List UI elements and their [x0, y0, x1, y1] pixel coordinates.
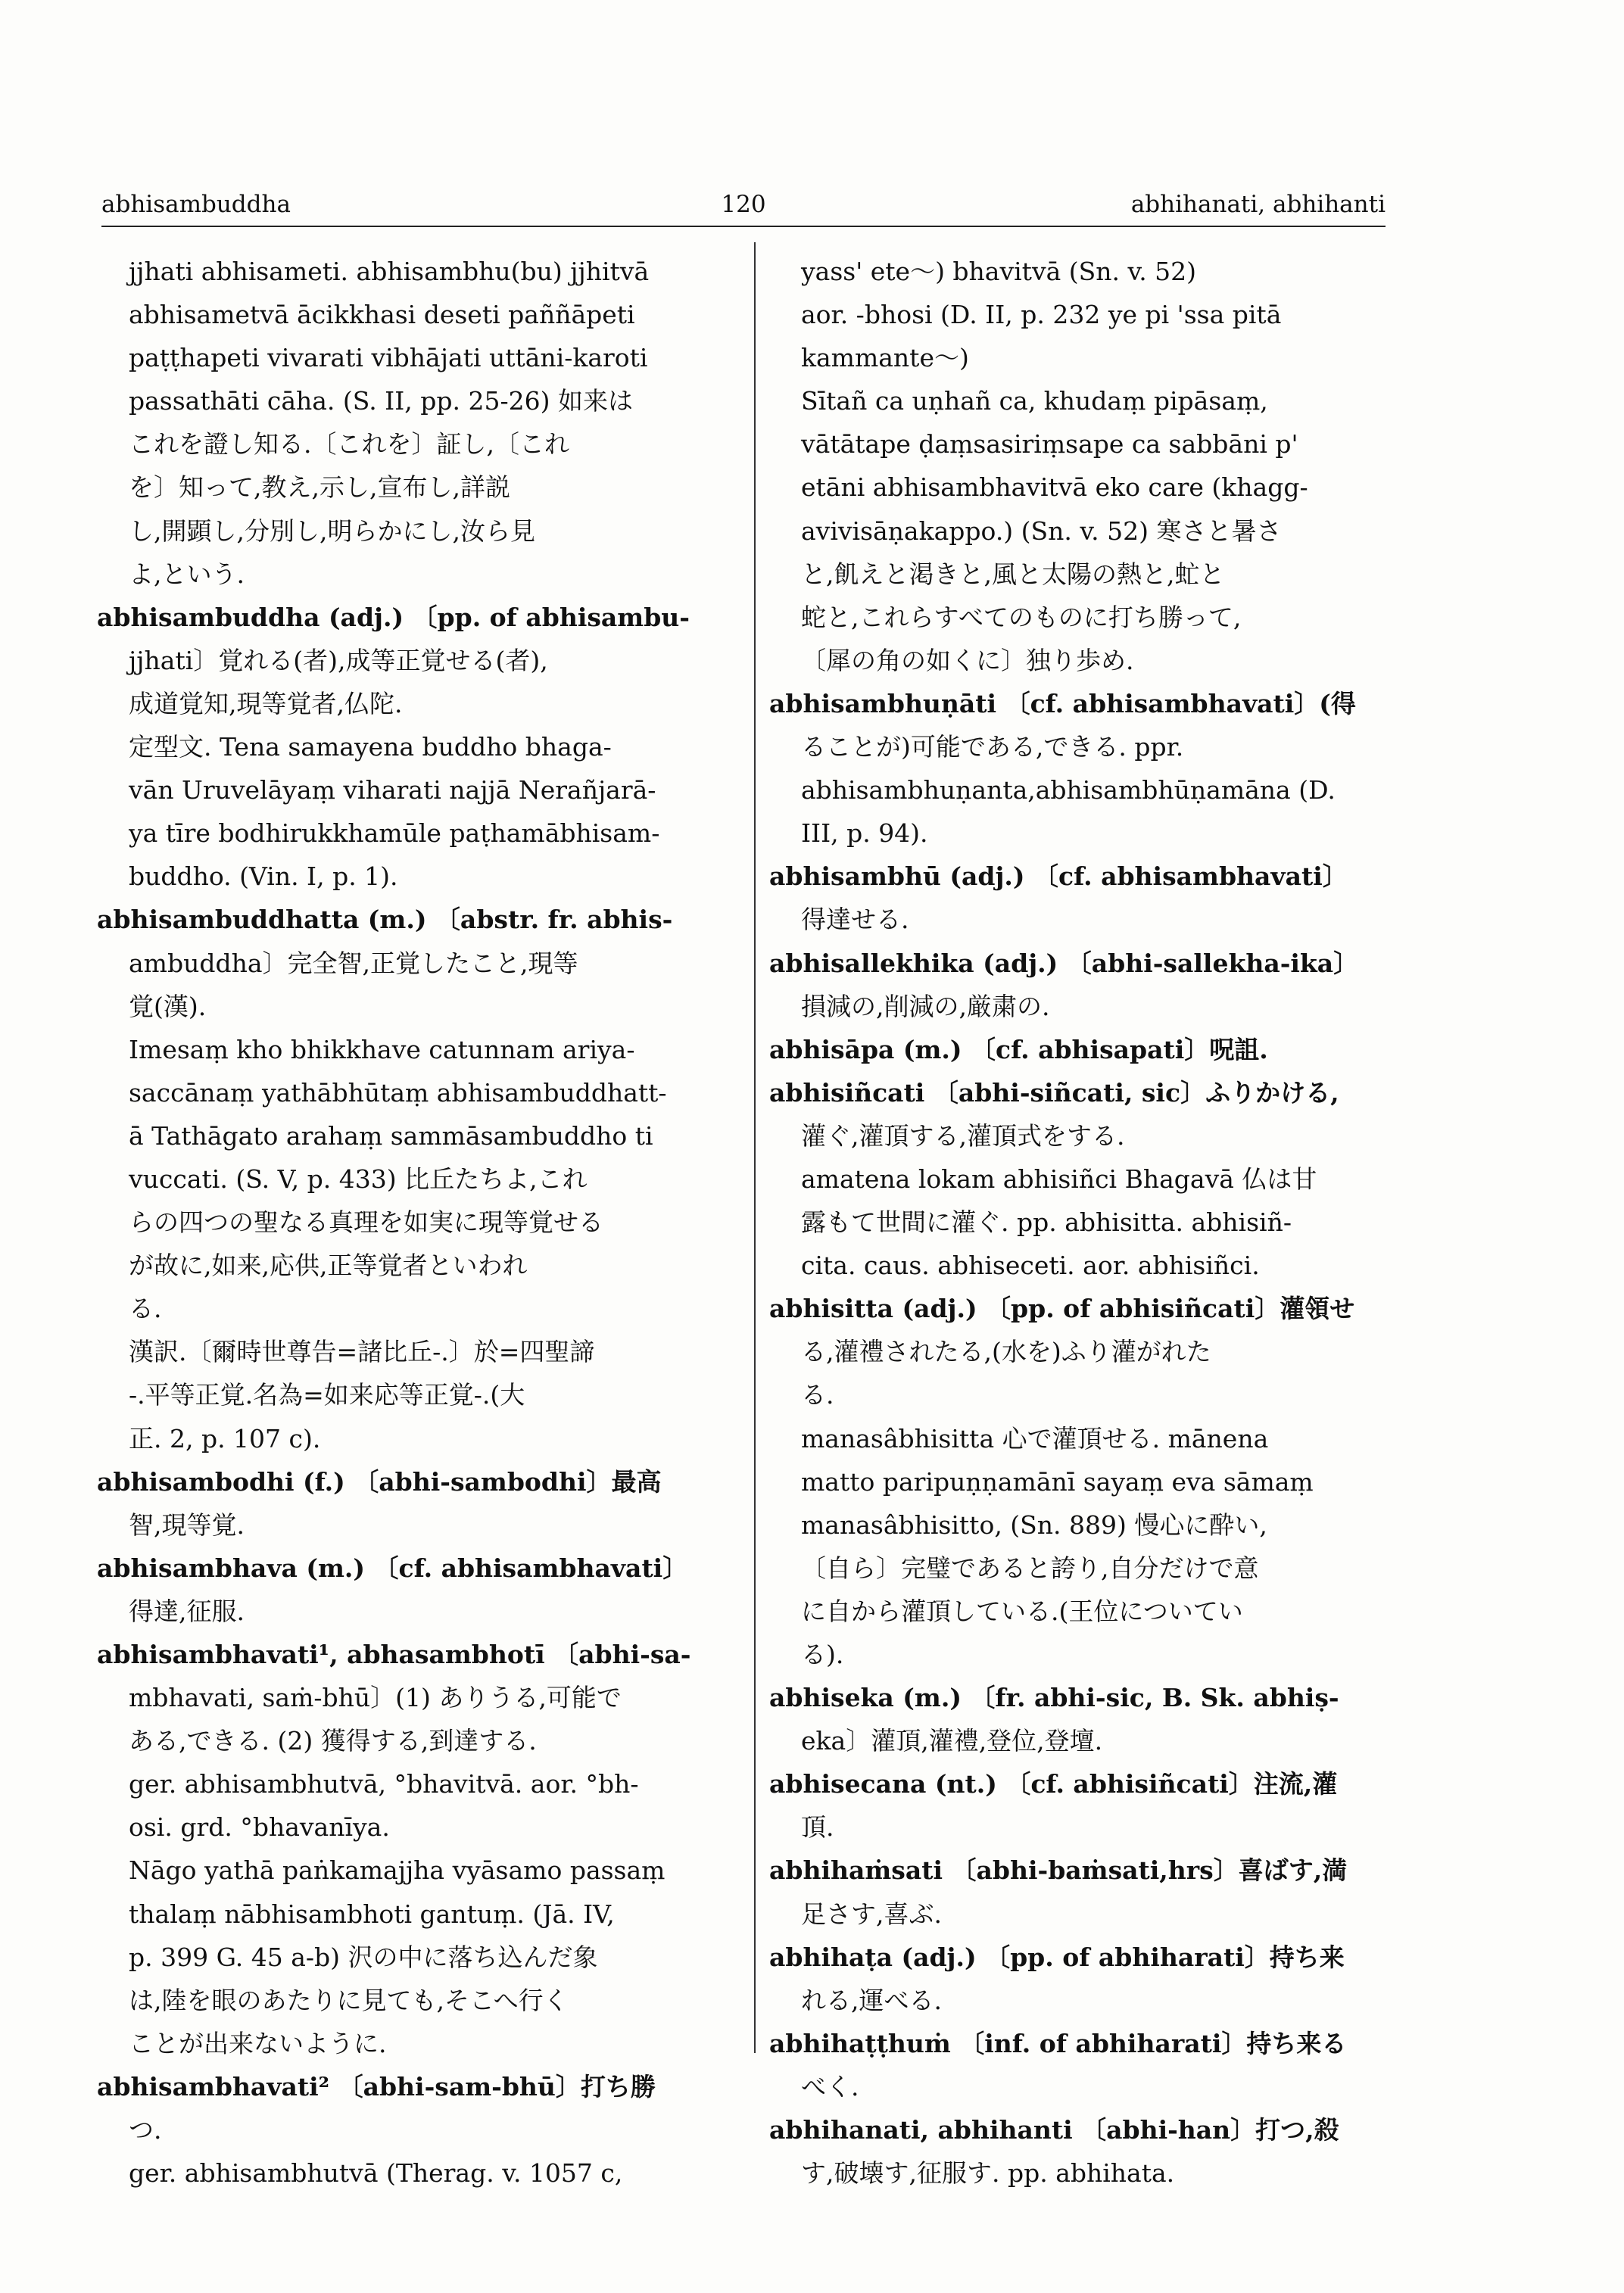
entry-headword-line: abhisambhava (m.) 〔cf. abhisambhavati〕: [97, 1553, 688, 1583]
text-line: 露もて世間に灌ぐ. pp. abhisitta. abhisiñ-: [801, 1207, 1292, 1238]
entry-headword-line: abhisambhū (adj.) 〔cf. abhisambhavati〕: [769, 861, 1348, 892]
text-line: 〔犀の角の如くに〕独り歩め.: [801, 645, 1134, 675]
entry-headword-line: abhiseka (m.) 〔fr. abhi-sic, B. Sk. abhiṣ-: [769, 1683, 1339, 1713]
text-line: 成道覚知,現等覚者,仏陀.: [129, 688, 403, 718]
text-line: れる,運べる.: [801, 1985, 942, 2015]
text-line: passathāti cāha. (S. II, pp. 25-26) 如来は: [129, 386, 633, 416]
text-line: が故に,如来,応供,正等覚者といわれ: [129, 1251, 528, 1281]
text-line: 正. 2, p. 107 c).: [129, 1423, 321, 1453]
text-line: ya tīre bodhirukkhamūle paṭhamābhisam-: [129, 818, 660, 849]
text-line: 得達せる.: [801, 905, 909, 935]
text-line: mbhavati, saṁ-bhū〕(1) ありうる,可能で: [129, 1683, 622, 1713]
text-line: 頂.: [801, 1812, 834, 1843]
text-line: に自から灌頂している.(王位についてい: [801, 1596, 1243, 1626]
text-line: べく.: [801, 2071, 859, 2101]
text-line: 覚(漢).: [129, 991, 207, 1021]
left-column: [97, 250, 725, 2195]
text-line: vuccati. (S. V, p. 433) 比丘たちよ,これ: [129, 1164, 588, 1194]
text-line: manasâbhisitto, (Sn. 889) 慢心に酔い,: [801, 1509, 1267, 1540]
text-line: 蛇と,これらすべてのものに打ち勝って,: [801, 602, 1242, 632]
entry-headword-line: abhisambhavati¹, abhasambhotī 〔abhi-sa-: [97, 1640, 691, 1669]
entry-headword-line: abhisambhuṇāti 〔cf. abhisambhavati〕(得: [769, 688, 1356, 718]
entry-headword-line: abhihaṭa (adj.) 〔pp. of abhiharati〕持ち来: [769, 1942, 1345, 1972]
entry-headword-line: abhihanati, abhihanti 〔abhi-han〕打つ,殺: [769, 2115, 1339, 2145]
text-line: etāni abhisambhavitvā eko care (khagg-: [801, 472, 1308, 503]
text-line: 漢訳.〔爾時世尊告=諸比丘-.〕於=四聖諦: [129, 1337, 595, 1367]
text-line: る.: [129, 1294, 162, 1324]
text-line: Imesaṃ kho bhikkhave catunnam ariya-: [129, 1034, 635, 1064]
text-line: 〔自ら〕完璧であると誇り,自分だけで意: [801, 1553, 1259, 1583]
entry-headword-line: abhihaṁsati 〔abhi-baṁsati,hrs〕喜ばす,満: [769, 1855, 1348, 1886]
page-number: 120: [721, 191, 766, 218]
entry-headword-line: abhihaṭṭhuṁ 〔inf. of abhiharati〕持ち来る: [769, 2028, 1347, 2058]
text-line: Nāgo yathā paṅkamajjha vyāsamo passaṃ: [129, 1855, 665, 1886]
text-line: kammante〜): [801, 343, 969, 373]
text-line: jjhati abhisameti. abhisambhu(bu) jjhitvā: [129, 257, 650, 286]
text-line: abhisametvā ācikkhasi deseti paññāpeti: [129, 300, 635, 330]
text-line: vātātape ḍaṃsasiriṃsape ca sabbāni p': [801, 429, 1298, 460]
text-line: paṭṭhapeti vivarati vibhājati uttāni-karoti: [129, 343, 648, 373]
entry-headword-line: abhisambhavati² 〔abhi-sam-bhū〕打ち勝: [97, 2071, 656, 2101]
text-line: 損減の,削減の,厳粛の.: [801, 991, 1050, 1021]
header-rule: [101, 226, 1386, 227]
text-line: ger. abhisambhutvā (Therag. v. 1057 c,: [129, 2158, 623, 2189]
text-line: Sītañ ca uṇhañ ca, khudaṃ pipāsaṃ,: [801, 386, 1268, 416]
text-line: る.: [801, 1380, 834, 1410]
entry-headword-line: abhisambuddhatta (m.) 〔abstr. fr. abhis-: [97, 905, 673, 935]
entry-headword-line: abhisecana (nt.) 〔cf. abhisiñcati〕注流,灌: [769, 1769, 1338, 1799]
text-line: jjhati〕覚れる(者),成等正覚せる(者),: [129, 645, 548, 675]
text-line: thalaṃ nābhisambhoti gantuṃ. (Jā. IV,: [129, 1899, 615, 1929]
text-line: ger. abhisambhutvā, °bhavitvā. aor. °bh-: [129, 1769, 639, 1799]
header-left-guideword: abhisambuddha: [101, 191, 291, 218]
text-line: ることが)可能である,できる. ppr.: [801, 732, 1184, 762]
text-line: eka〕灌頂,灌禮,登位,登壇.: [801, 1726, 1103, 1756]
text-line: p. 399 G. 45 a-b) 沢の中に落ち込んだ象: [129, 1942, 598, 1972]
entry-headword-line: abhisāpa (m.) 〔cf. abhisapati〕呪詛.: [769, 1034, 1268, 1064]
text-line: これを證し知る.〔これを〕証し,〔これ: [129, 429, 569, 460]
column-divider: [754, 242, 756, 2053]
text-line: manasâbhisitta 心で灌頂せる. mānena: [801, 1423, 1269, 1453]
text-line: 得達,征服.: [129, 1596, 245, 1626]
text-line: cita. caus. abhiseceti. aor. abhisiñci.: [801, 1251, 1260, 1281]
text-line: -.平等正覚.名為=如来応等正覚-.(大: [129, 1380, 525, 1410]
text-line: buddho. (Vin. I, p. 1).: [129, 861, 398, 892]
entry-headword-line: abhisambodhi (f.) 〔abhi-sambodhi〕最高: [97, 1466, 662, 1497]
text-line: す,破壊す,征服す. pp. abhihata.: [801, 2158, 1175, 2189]
text-line: らの四つの聖なる真理を如実に現等覚せる: [129, 1207, 603, 1238]
text-line: よ,という.: [129, 559, 245, 589]
text-line: 智,現等覚.: [129, 1509, 245, 1540]
text-line: る).: [801, 1640, 844, 1669]
text-line: amatena lokam abhisiñci Bhagavā 仏は甘: [801, 1164, 1317, 1194]
text-line: saccānaṃ yathābhūtaṃ abhisambuddhatt-: [129, 1077, 667, 1108]
text-line: vān Uruvelāyaṃ viharati najjā Nerañjarā-: [129, 775, 656, 805]
text-line: 灌ぐ,灌頂する,灌頂式をする.: [801, 1120, 1125, 1151]
text-line: yass' ete〜) bhavitvā (Sn. v. 52): [801, 257, 1197, 286]
text-line: 定型文. Tena samayena buddho bhaga-: [129, 732, 612, 762]
text-line: ある,できる. (2) 獲得する,到達する.: [129, 1726, 537, 1756]
entry-headword-line: abhisiñcati 〔abhi-siñcati, sic〕ふりかける,: [769, 1077, 1339, 1108]
text-line: avivisāṇakappo.) (Sn. v. 52) 寒さと暑さ: [801, 516, 1282, 546]
page-header: [101, 191, 1386, 229]
right-column: [769, 250, 1389, 2195]
text-line: ā Tathāgato arahaṃ sammāsambuddho ti: [129, 1120, 653, 1151]
text-line: matto paripuṇṇamānī sayaṃ eva sāmaṃ: [801, 1466, 1314, 1497]
text-line: III, p. 94).: [801, 818, 928, 849]
text-line: と,飢えと渇きと,風と太陽の熱と,虻と: [801, 559, 1225, 589]
header-right-guideword: abhihanati, abhihanti: [1130, 191, 1386, 218]
text-line: osi. grd. °bhavanīya.: [129, 1812, 390, 1843]
text-line: 足さす,喜ぶ.: [801, 1899, 942, 1929]
text-line: る,灌禮されたる,(水を)ふり灌がれた: [801, 1337, 1211, 1367]
entry-headword-line: abhisitta (adj.) 〔pp. of abhisiñcati〕灌領せ: [769, 1294, 1355, 1324]
text-line: つ.: [129, 2115, 162, 2145]
text-line: aor. -bhosi (D. II, p. 232 ye pi 'ssa pitā: [801, 300, 1282, 330]
text-line: ambuddha〕完全智,正覚したこと,現等: [129, 948, 578, 978]
text-line: abhisambhuṇanta,abhisambhūṇamāna (D.: [801, 775, 1336, 805]
text-line: を〕知って,教え,示し,宣布し,詳説: [129, 472, 510, 503]
text-line: し,開顕し,分別し,明らかにし,汝ら見: [129, 516, 535, 546]
entry-headword-line: abhisallekhika (adj.) 〔abhi-sallekha-ika〕: [769, 948, 1359, 978]
entry-headword-line: abhisambuddha (adj.) 〔pp. of abhisambu-: [97, 602, 690, 632]
text-line: は,陸を眼のあたりに見ても,そこへ行く: [129, 1985, 569, 2015]
text-line: ことが出来ないように.: [129, 2028, 387, 2058]
